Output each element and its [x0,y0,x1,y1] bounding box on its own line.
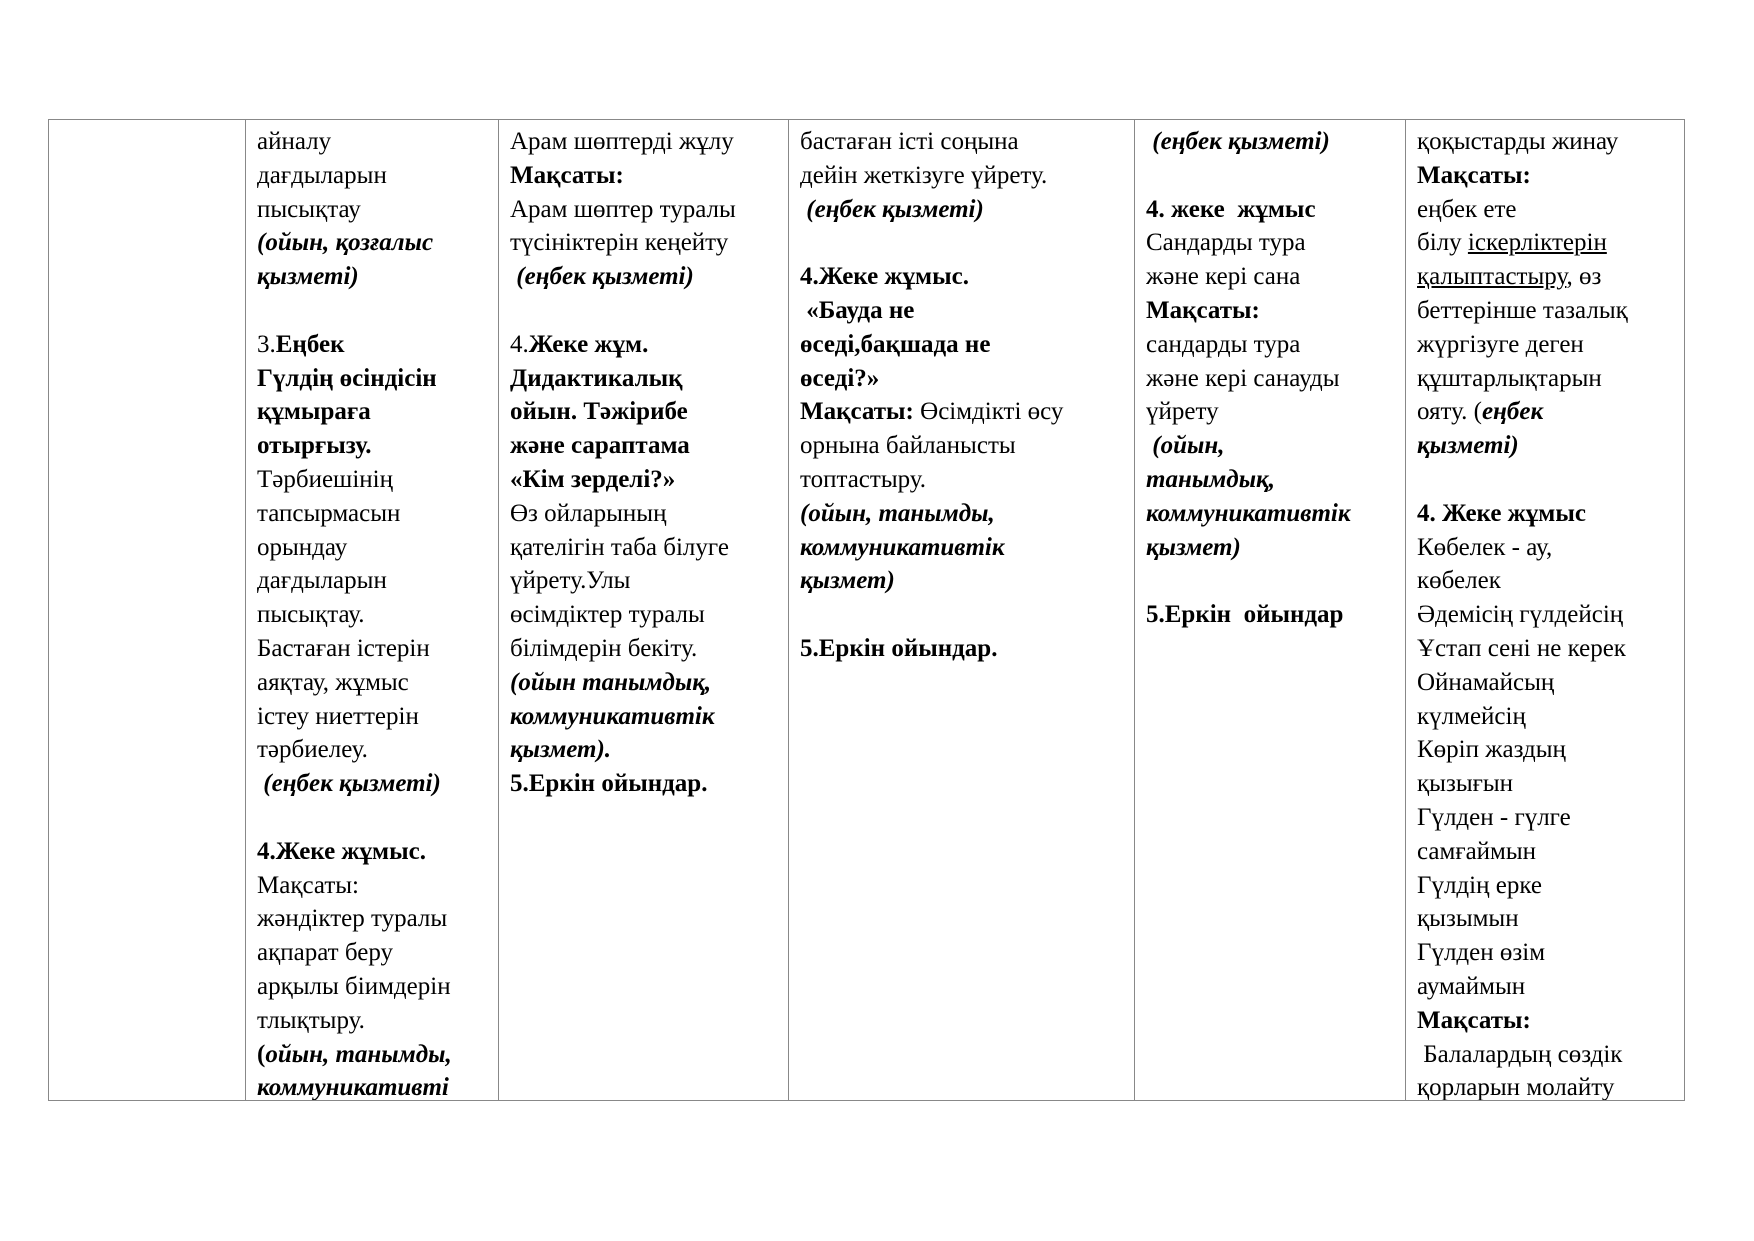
text-line [1146,159,1394,193]
text-run: Гүлден - гүлге [1417,803,1571,831]
text-run: қызымын [1417,905,1519,933]
text-run: дейін жеткізуге үйрету. [800,161,1048,189]
text-run: өседі,бақшада не [800,330,991,358]
text-run: 4. [510,330,529,358]
text-run: (ойын, қозғалыс [257,229,434,257]
text-run: отырғызу. [257,432,372,460]
text-line [257,564,487,598]
text-run: қызмет) [800,567,895,595]
text-run: (еңбек қызметі) [800,195,984,223]
text-run: ақпарат беру [257,939,393,967]
text-line [1417,632,1673,666]
text-run: Өсімдікті өсу [913,398,1064,426]
text-run: қызметі) [1417,432,1519,460]
text-line [510,767,777,801]
text-line [510,429,777,463]
text-run: Сандарды тура [1146,229,1306,257]
text-run: Мақсаты: [1417,161,1531,189]
text-line [800,564,1123,598]
text-line [1417,1071,1673,1100]
text-run: (еңбек қызметі) [510,263,694,291]
text-run: Арам шөптер туралы [510,195,736,223]
text-run: коммуникативтік [1146,499,1351,527]
text-run: , өз [1566,263,1602,291]
text-run: (еңбек қызметі) [1146,128,1330,155]
text-line [1417,1004,1673,1038]
text-line [1417,666,1673,700]
text-run: өсімдіктер туралы [510,601,705,629]
text-run: қызмет) [1146,533,1241,561]
cell-content [510,125,777,1100]
text-line [510,666,777,700]
text-run: іскерліктерін [1467,229,1607,257]
text-line [800,463,1123,497]
text-line [1146,193,1394,227]
text-line [257,260,487,294]
text-run: Тәрбиешінің [257,465,393,493]
text-run: 4.Жеке жұмыс. [257,837,426,865]
text-line [1417,429,1673,463]
text-run: Дидактикалық [510,364,683,392]
text-run: (ойын, [1146,432,1225,460]
cell-content [257,125,487,1100]
text-run: Әдемісің гүлдейсің [1417,601,1624,629]
lesson-plan-table [48,119,1685,1101]
text-run: және кері санауды [1146,364,1340,392]
text-line [1146,531,1394,565]
text-line [1417,936,1673,970]
text-line [1146,564,1394,598]
table-cell-col-3 [789,120,1135,1101]
text-line [1417,328,1673,362]
text-run: пысықтау. [257,601,365,629]
table-cell-col-4 [1135,120,1406,1101]
text-run: коммуникативті [257,1074,449,1100]
text-run: ояту. ( [1417,398,1482,426]
text-line [257,902,487,936]
text-run: топтастыру. [800,465,927,493]
text-line [1417,970,1673,1004]
text-run: білімдерін бекіту. [510,634,698,662]
text-run: және кері сана [1146,263,1301,291]
text-run: Көбелек - ау, [1417,533,1553,561]
text-run: «Кім зерделі?» [510,465,676,493]
text-run: білу [1417,229,1468,257]
text-line [257,1004,487,1038]
text-line [510,531,777,565]
text-line [257,294,487,328]
text-run: Өз ойларының [510,499,667,527]
text-run: тапсырмасын [257,499,401,527]
text-run: және сараптама [510,432,690,460]
text-run: Мақсаты: [257,871,359,899]
text-run: қателігін таба білуге [510,533,729,561]
text-line [1417,294,1673,328]
text-line [1417,395,1673,429]
text-run: аяқтау, жұмыс [257,668,409,696]
text-line [1417,463,1673,497]
text-run: істеу ниеттерін [257,702,419,730]
text-run: өседі?» [800,364,880,392]
text-line [257,767,487,801]
text-line [800,429,1123,463]
text-run: дағдыларын [257,567,387,595]
text-line [800,260,1123,294]
text-run: дағдыларын [257,161,387,189]
text-run: 4. жеке жұмыс [1146,195,1316,223]
text-line [257,531,487,565]
text-line [510,564,777,598]
text-run: Жеке жұм. [528,330,649,358]
text-run: қызығын [1417,770,1514,798]
text-run: 3. [257,330,276,358]
text-line [1146,362,1394,396]
table-cell-col-1 [246,120,499,1101]
text-line [257,700,487,734]
text-run: (еңбек қызметі) [257,770,441,798]
text-line [257,497,487,531]
text-line [1417,869,1673,903]
text-line [1417,125,1673,159]
text-line [510,395,777,429]
text-line [257,1071,487,1100]
text-line [257,936,487,970]
text-line [510,226,777,260]
cell-content [1417,125,1673,1100]
text-line [800,362,1123,396]
text-line [800,328,1123,362]
text-run: Мақсаты: [800,398,914,426]
text-run: бастаған істі соңына [800,128,1019,155]
text-run: Бастаған істерін [257,634,430,662]
cell-content [60,125,234,1100]
text-run: Гүлдің өсіндісін [257,364,437,392]
text-line [510,328,777,362]
text-run: орындау [257,533,348,561]
text-line [257,193,487,227]
text-run: Еңбек [275,330,345,358]
text-run: 4. Жеке жұмыс [1417,499,1586,527]
text-line [1417,1038,1673,1072]
text-run: Балалардың сөздік [1417,1040,1623,1068]
text-run: қызмет). [510,736,612,764]
text-run: құштарлықтарын [1417,364,1602,392]
text-run: сандарды тура [1146,330,1301,358]
text-run: қалыптастыру [1417,263,1567,291]
text-run: арқылы біимдерін [257,972,451,1000]
text-line [1417,159,1673,193]
text-line [800,125,1123,159]
table-cell-col-5 [1406,120,1685,1101]
text-run: ойын. Тәжірибе [510,398,688,426]
text-run: тәрбиелеу. [257,736,368,764]
text-run: 5.Еркін ойындар [1146,601,1344,629]
text-line [1146,226,1394,260]
text-line [257,666,487,700]
text-run: пысықтау [257,195,361,223]
text-line [1146,497,1394,531]
text-run: танымдық, [1146,465,1275,493]
text-line [1146,598,1394,632]
text-line [800,598,1123,632]
text-line [257,970,487,1004]
text-run: аумаймын [1417,972,1526,1000]
text-line [1417,362,1673,396]
text-line [800,294,1123,328]
text-line [1417,564,1673,598]
text-line [257,125,487,159]
text-line [510,193,777,227]
text-line [510,497,777,531]
text-line [257,362,487,396]
table-row [49,120,1685,1101]
text-run: қорларын молайту [1417,1074,1615,1100]
text-run: үйрету [1146,398,1219,426]
text-line [257,463,487,497]
text-run: коммуникативтік [510,702,715,730]
text-line [1417,497,1673,531]
text-line [1417,226,1673,260]
text-run: 5.Еркін ойындар. [800,634,998,662]
text-line [1417,700,1673,734]
text-run: қызметі) [257,263,359,291]
text-run: тлықтыру. [257,1006,365,1034]
text-line [257,835,487,869]
text-line [1146,125,1394,159]
text-run: күлмейсің [1417,702,1526,730]
text-line [257,226,487,260]
text-line [510,700,777,734]
text-line [257,159,487,193]
text-line [510,260,777,294]
text-line [1417,598,1673,632]
text-run: еңбек [1481,398,1544,426]
text-run: «Бауда не [800,296,915,324]
text-line [1417,835,1673,869]
text-run: орнына байланысты [800,432,1016,460]
cell-content [1146,125,1394,1100]
text-run: Гүлден өзім [1417,939,1546,967]
text-line [1146,260,1394,294]
text-line [1146,294,1394,328]
text-line [257,598,487,632]
text-run: Гүлдің ерке [1417,871,1542,899]
text-line [257,395,487,429]
text-line [800,395,1123,429]
text-run: жәндіктер туралы [257,905,448,933]
text-run: Мақсаты: [1417,1006,1531,1034]
text-line [257,429,487,463]
text-run: құмыраға [257,398,371,426]
text-line [1146,463,1394,497]
text-line [800,193,1123,227]
text-line [257,733,487,767]
text-line [257,869,487,903]
text-run: айналу [257,128,332,155]
text-line [1417,531,1673,565]
text-line [800,159,1123,193]
text-line [510,362,777,396]
text-run: Ойнамайсың [1417,668,1555,696]
text-run: самғаймын [1417,837,1537,865]
text-line [1146,395,1394,429]
text-line [257,801,487,835]
text-run: ( [257,1040,266,1068]
text-line [510,632,777,666]
text-line [1417,902,1673,936]
text-line [1417,801,1673,835]
table-cell-col-0 [49,120,246,1101]
text-line [1146,328,1394,362]
text-run: Мақсаты: [510,161,624,189]
text-run: 5.Еркін ойындар. [510,770,708,798]
table-cell-col-2 [499,120,789,1101]
text-run: еңбек ете [1417,195,1517,223]
text-run: Көріп жаздың [1417,736,1566,764]
text-line [257,1038,487,1072]
text-run: жүргізуге деген [1417,330,1584,358]
text-run: 4.Жеке жұмыс. [800,263,969,291]
text-line [800,632,1123,666]
text-line [800,497,1123,531]
text-line [510,294,777,328]
text-run: беттерінше тазалық [1417,296,1628,324]
text-line [800,226,1123,260]
text-run: қоқыстарды жинау [1417,128,1619,155]
text-line [1417,733,1673,767]
text-run: үйрету.Улы [510,567,631,595]
text-line [1417,767,1673,801]
text-line [1146,429,1394,463]
text-run: Ұстап сені не керек [1417,634,1626,662]
text-line [510,598,777,632]
text-run: ойын, танымды, [265,1040,452,1068]
text-run: түсініктерін кеңейту [510,229,729,257]
text-line [510,463,777,497]
cell-content [800,125,1123,1100]
text-run: (ойын, танымды, [800,499,995,527]
text-line [1417,260,1673,294]
text-run: Арам шөптерді жұлу [510,128,734,155]
text-line [510,733,777,767]
text-line [510,125,777,159]
text-line [800,531,1123,565]
text-line [257,632,487,666]
text-line [510,159,777,193]
text-run: көбелек [1417,567,1501,595]
text-run: Мақсаты: [1146,296,1260,324]
text-run: (ойын танымдық, [510,668,712,696]
text-run: коммуникативтік [800,533,1005,561]
text-line [257,328,487,362]
text-line [1417,193,1673,227]
